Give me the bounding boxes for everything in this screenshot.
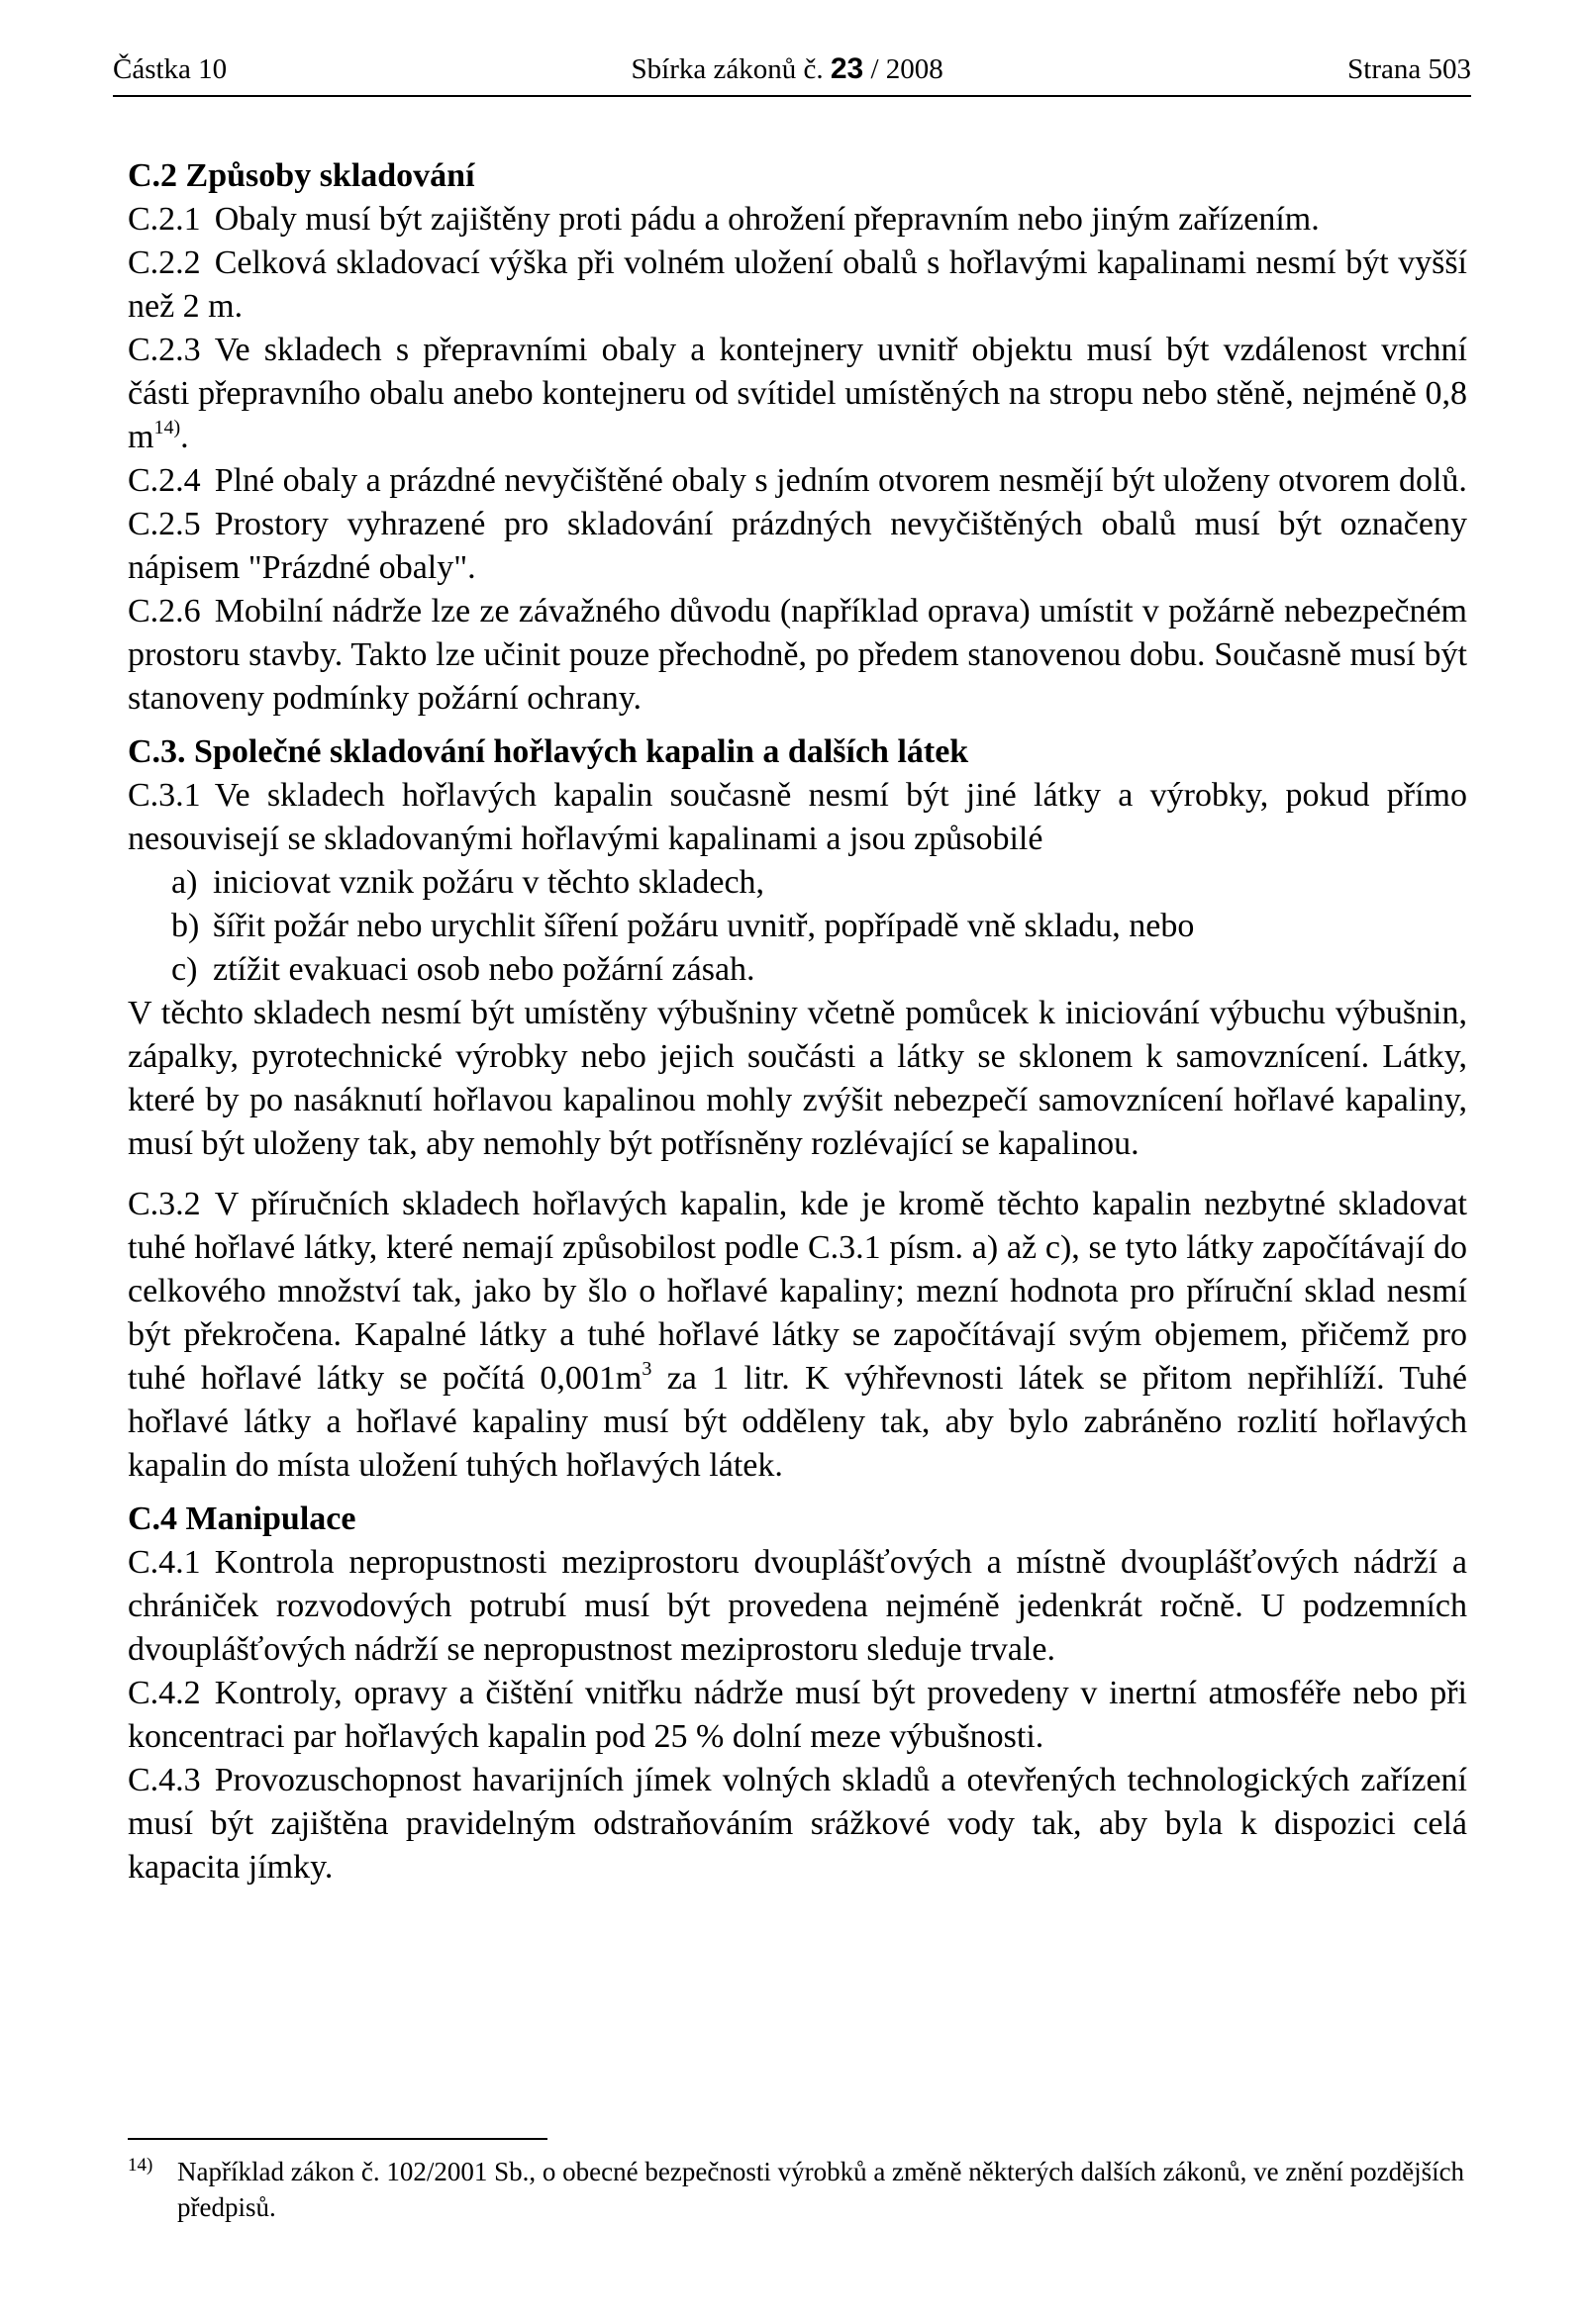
list-item-text: iniciovat vznik požáru v těchto skladech, xyxy=(213,864,765,901)
header-collection xyxy=(632,51,943,87)
paragraph-number: C.4.2 xyxy=(128,1675,201,1711)
paragraph-text: Kontroly, opravy a čištění vnitřku nádrže musí být provedeny v inertní atmosféře nebo při koncentraci par hořlavých kapalin pod 25 % dolní meze výbušnosti. xyxy=(128,1675,1467,1755)
paragraph-number: C.2.4 xyxy=(128,462,201,499)
paragraph-text: Prostory vyhrazené pro skladování prázdných nevyčištěných obalů musí být označeny nápisem "Prázdné obaly". xyxy=(128,506,1467,586)
section-heading-c3: C.3. Společné skladování hořlavých kapalin a dalších látek xyxy=(128,733,969,770)
page-header xyxy=(113,51,1471,91)
footnote-text: Například zákon č. 102/2001 Sb., o obecné bezpečnosti výrobků a změně některých dalších zákonů, ve znění pozdějších předpisů. xyxy=(177,2157,1465,2222)
paragraph-c4-2 xyxy=(128,1672,1467,1759)
paragraph-number: C.2.5 xyxy=(128,506,201,542)
section-heading-c2: C.2 Způsoby skladování xyxy=(128,157,475,194)
paragraph-text: Ve skladech hořlavých kapalin současně nesmí být jiné látky a výrobky, pokud přímo nesouvisejí se skladovanými hořlavými kapalinami a jsou způsobilé xyxy=(128,777,1467,857)
paragraph-text: Celková skladovací výška při volném uložení obalů s hořlavými kapalinami nesmí být vyšší než 2 m. xyxy=(128,244,1467,325)
paragraph-text: Provozuschopnost havarijních jímek volných skladů a otevřených technologických zařízení musí být zajištěna pravidelným odstraňováním srážkové vody tak, aby byla k dispozici celá kapacita jímky. xyxy=(128,1762,1467,1886)
footnote xyxy=(128,2154,1467,2225)
paragraph-text: Kontrola nepropustnosti meziprostoru dvouplášťových a místně dvouplášťových nádrží a chrániček rozvodových potrubí musí být provedena nejméně jedenkrát ročně. U podzemních dvouplášťových nádrží se nepropustnost meziprostoru sleduje trvale. xyxy=(128,1544,1467,1668)
paragraph-number: C.2.2 xyxy=(128,244,201,281)
header-issue: Částka 10 xyxy=(113,53,228,85)
paragraph-text-tail: za 1 litr. K výhřevnosti látek se přitom nepřihlíží. Tuhé hořlavé látky a hořlavé kapaliny musí být odděleny tak, aby bylo zabráněno rozlití hořlavých kapalin do místa uložení tuhých hořlavých látek. xyxy=(128,1360,1467,1484)
paragraph-c2-4 xyxy=(128,459,1467,503)
paragraph-text: Obaly musí být zajištěny proti pádu a ohrožení přepravním nebo jiným zařízením. xyxy=(214,201,1320,238)
paragraph-c2-2 xyxy=(128,242,1467,329)
paragraph-c2-3 xyxy=(128,329,1467,459)
paragraph-c4-1 xyxy=(128,1541,1467,1672)
paragraph-intro xyxy=(128,774,1467,861)
footnote-separator xyxy=(128,2138,547,2140)
list-item xyxy=(128,905,1467,948)
paragraph-c3-1 xyxy=(128,774,1467,1166)
list-item-text: ztížit evakuaci osob nebo požární zásah. xyxy=(213,951,755,988)
paragraph-c2-1 xyxy=(128,198,1467,242)
paragraph-text: Mobilní nádrže lze ze závažného důvodu (například oprava) umístit v požárně nebezpečném prostoru stavby. Takto lze učinit pouze přechodně, po předem stanovenou dobu. Současně musí být stanoveny podmínky požární ochrany. xyxy=(128,593,1467,717)
paragraph-number: C.4.1 xyxy=(128,1544,201,1581)
header-collection-year: / 2008 xyxy=(870,53,943,85)
paragraph-number: C.4.3 xyxy=(128,1762,201,1798)
paragraph-number: C.2.6 xyxy=(128,593,201,629)
paragraph-text: Ve skladech s přepravními obaly a kontejnery uvnitř objektu musí být vzdálenost vrchní části přepravního obalu anebo kontejneru od svítidel umístěných na stropu nebo stěně, nejméně 0,8 m xyxy=(128,332,1467,455)
paragraph-text-tail: . xyxy=(180,419,189,455)
header-collection-prefix: Sbírka zákonů č. xyxy=(631,53,824,85)
paragraph-number: C.3.2 xyxy=(128,1186,201,1222)
paragraph-text: V příručních skladech hořlavých kapalin, kde je kromě těchto kapalin nezbytné skladovat tuhé hořlavé látky, které nemají způsobilost podle C.3.1 písm. a) až c), se tyto látky započítávají do celkového množství tak, jako by šlo o hořlavé kapaliny; mezní hodnota pro příruční sklad nesmí být překročena. Kapalné látky a tuhé hořlavé látky se započítávají svým objemem, přičemž pro tuhé hořlavé látky se počítá 0,001m xyxy=(128,1186,1467,1397)
header-collection-number: 23 xyxy=(830,52,864,85)
paragraph-text: Plné obaly a prázdné nevyčištěné obaly s jedním otvorem nesmějí být uloženy otvorem dolů. xyxy=(214,462,1467,499)
list-item-text: šířit požár nebo urychlit šíření požáru uvnitř, popřípadě vně skladu, nebo xyxy=(213,908,1195,944)
list-item xyxy=(128,861,1467,905)
document-body xyxy=(128,154,1467,1889)
paragraph-c4-3 xyxy=(128,1759,1467,1889)
footnote-mark: 14) xyxy=(128,2155,153,2176)
paragraph-c3-2 xyxy=(128,1183,1467,1488)
section-heading-c4: C.4 Manipulace xyxy=(128,1501,356,1537)
paragraph-continuation: V těchto skladech nesmí být umístěny výbušniny včetně pomůcek k iniciování výbuchu výbušnin, zápalky, pyrotechnické výrobky nebo jejich součásti a látky se sklonem k samovznícení. Látky, které by po nasáknutí hořlavou kapalinou mohly zvýšit nebezpečí samovznícení hořlavé kapaliny, musí být uloženy tak, aby nemohly být potřísněny rozlévající se kapalinou. xyxy=(128,995,1467,1162)
footnote-reference: 14) xyxy=(153,417,181,438)
paragraph-number: C.2.1 xyxy=(128,201,201,238)
header-rule xyxy=(113,95,1471,97)
list-letter: a) xyxy=(171,864,198,901)
paragraph-c2-5 xyxy=(128,503,1467,590)
paragraph-number: C.2.3 xyxy=(128,332,201,368)
paragraph-number: C.3.1 xyxy=(128,777,201,814)
paragraph-c2-6 xyxy=(128,590,1467,721)
list-letter: b) xyxy=(171,908,200,944)
header-page-number: Strana 503 xyxy=(1347,53,1471,85)
list-letter: c) xyxy=(171,951,198,988)
lettered-list xyxy=(128,861,1467,992)
list-item xyxy=(128,948,1467,992)
superscript-exponent: 3 xyxy=(642,1358,652,1380)
